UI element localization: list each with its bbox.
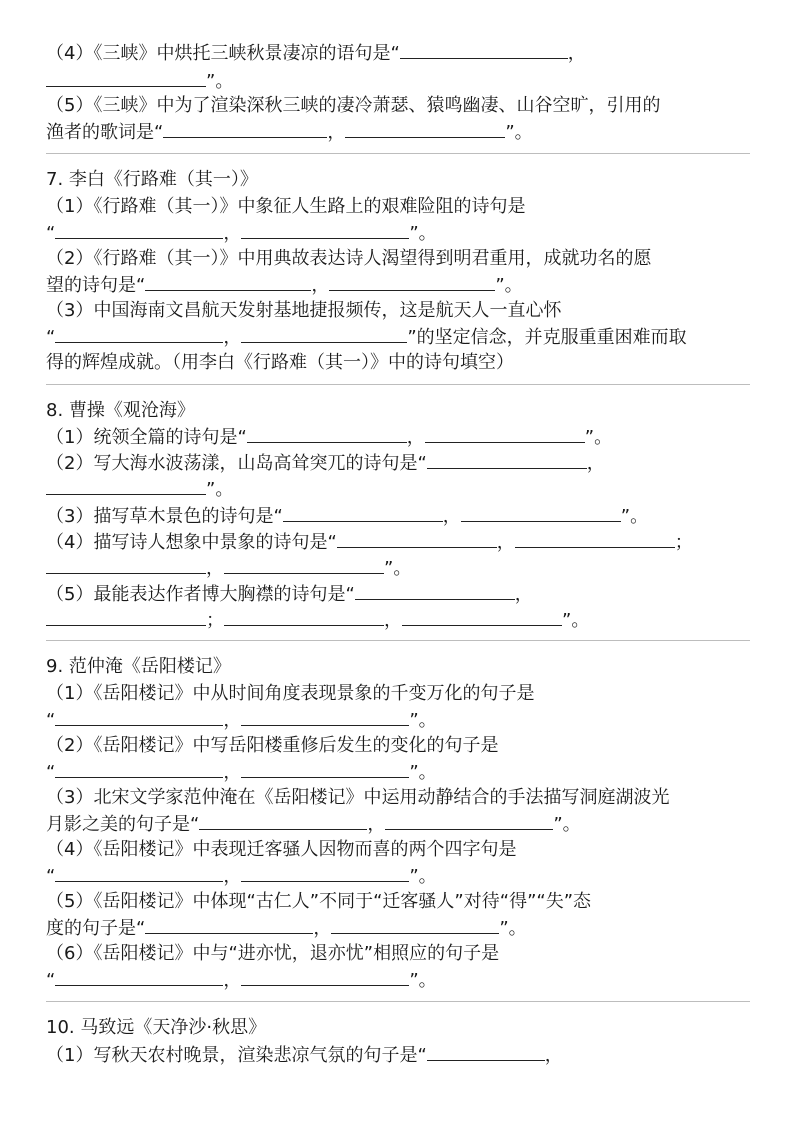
- answer-blank[interactable]: [241, 707, 409, 726]
- s7-q1-line2: “ ， ”。: [46, 220, 437, 247]
- answer-blank[interactable]: [337, 529, 497, 548]
- answer-blank[interactable]: [55, 967, 223, 986]
- s8-q5-line1: （5）最能表达作者博大胸襟的诗句是“ ，: [46, 581, 533, 608]
- answer-blank[interactable]: [329, 272, 495, 291]
- answer-blank[interactable]: [331, 915, 499, 934]
- answer-blank[interactable]: [145, 915, 313, 934]
- s9-q5-line2: 度的句子是“ ， ”。: [46, 915, 527, 942]
- s8-q4-line1: （4）描写诗人想象中景象的诗句是“ ， ；: [46, 529, 693, 556]
- section-divider: [46, 640, 750, 641]
- answer-blank[interactable]: [224, 555, 384, 574]
- section-divider: [46, 1001, 750, 1002]
- section-title-7: 7. 李白《行路难（其一）》: [46, 169, 258, 190]
- s10-q1-line1: （1）写秋天农村晚景，渲染悲凉气氛的句子是“ ，: [46, 1042, 563, 1069]
- section-title-9: 9. 范仲淹《岳阳楼记》: [46, 656, 231, 677]
- s9-q4-line2: “ ， ”。: [46, 863, 437, 890]
- answer-blank[interactable]: [55, 863, 223, 882]
- answer-blank[interactable]: [461, 503, 621, 522]
- answer-blank[interactable]: [46, 476, 206, 495]
- section-divider: [46, 384, 750, 385]
- answer-blank[interactable]: [241, 967, 409, 986]
- section-title-10: 10. 马致远《天净沙·秋思》: [46, 1017, 267, 1038]
- answer-blank[interactable]: [283, 503, 443, 522]
- s8-q3: （3）描写草木景色的诗句是“ ， ”。: [46, 503, 648, 530]
- answer-blank[interactable]: [145, 272, 311, 291]
- s8-q2-line2: ”。: [46, 476, 233, 503]
- s9-q5-line1: （5）《岳阳楼记》中体现“古仁人”不同于“迁客骚人”对待“得”“失”态: [46, 891, 592, 912]
- answer-blank[interactable]: [247, 424, 407, 443]
- s9-q1-line1: （1）《岳阳楼记》中从时间角度表现景象的千变万化的句子是: [46, 683, 535, 704]
- answer-blank[interactable]: [241, 863, 409, 882]
- s7-q3-line3: 得的辉煌成就。（用李白《行路难（其一）》中的诗句填空）: [46, 352, 514, 373]
- answer-blank[interactable]: [515, 529, 675, 548]
- s9-q1-line2: “ ， ”。: [46, 707, 437, 734]
- answer-blank[interactable]: [241, 324, 407, 343]
- answer-blank[interactable]: [427, 1042, 545, 1061]
- s8-q5-line2: ； ， ”。: [46, 607, 589, 634]
- s6-q5-line1: （5）《三峡》中为了渲染深秋三峡的凄冷萧瑟、猿鸣幽凄、山谷空旷，引用的: [46, 95, 661, 116]
- answer-blank[interactable]: [241, 220, 409, 239]
- s9-q2-line1: （2）《岳阳楼记》中写岳阳楼重修后发生的变化的句子是: [46, 735, 499, 756]
- s8-q4-line2: ， ”。: [46, 555, 411, 582]
- answer-blank[interactable]: [199, 811, 367, 830]
- s7-q3-line2: “ ， ”的坚定信念，并克服重重困难而取: [46, 324, 687, 351]
- answer-blank[interactable]: [46, 555, 206, 574]
- s8-q1: （1）统领全篇的诗句是“ ， ”。: [46, 424, 612, 451]
- answer-blank[interactable]: [402, 607, 562, 626]
- s9-q6-line1: （6）《岳阳楼记》中与“进亦忧，退亦忧”相照应的句子是: [46, 943, 500, 964]
- s6-q4-line1: （4）《三峡》中烘托三峡秋景凄凉的语句是“ ，: [46, 40, 586, 67]
- s9-q3-line1: （3）北宋文学家范仲淹在《岳阳楼记》中运用动静结合的手法描写洞庭湖波光: [46, 787, 670, 808]
- s7-q2-line2: 望的诗句是“ ， ”。: [46, 272, 523, 299]
- s9-q2-line2: “ ， ”。: [46, 759, 437, 786]
- answer-blank[interactable]: [46, 68, 206, 87]
- answer-blank[interactable]: [400, 40, 568, 59]
- answer-blank[interactable]: [46, 607, 206, 626]
- section-title-8: 8. 曹操《观沧海》: [46, 400, 195, 421]
- s7-q2-line1: （2）《行路难（其一）》中用典故表达诗人渴望得到明君重用，成就功名的愿: [46, 248, 652, 269]
- answer-blank[interactable]: [55, 707, 223, 726]
- s9-q4-line1: （4）《岳阳楼记》中表现迁客骚人因物而喜的两个四字句是: [46, 839, 517, 860]
- s7-q1-line1: （1）《行路难（其一）》中象征人生路上的艰难险阻的诗句是: [46, 196, 526, 217]
- answer-blank[interactable]: [355, 581, 515, 600]
- answer-blank[interactable]: [224, 607, 384, 626]
- answer-blank[interactable]: [55, 324, 223, 343]
- answer-blank[interactable]: [345, 119, 505, 138]
- s9-q6-line2: “ ， ”。: [46, 967, 437, 994]
- answer-blank[interactable]: [163, 119, 327, 138]
- s6-q4-line2: ”。: [46, 68, 233, 95]
- s7-q3-line1: （3）中国海南文昌航天发射基地捷报频传，这是航天人一直心怀: [46, 300, 562, 321]
- s6-q5-line2: 渔者的歌词是“ ， ”。: [46, 119, 533, 146]
- answer-blank[interactable]: [241, 759, 409, 778]
- section-divider: [46, 153, 750, 154]
- s8-q2-line1: （2）写大海水波荡漾，山岛高耸突兀的诗句是“ ，: [46, 450, 605, 477]
- answer-blank[interactable]: [55, 220, 223, 239]
- answer-blank[interactable]: [55, 759, 223, 778]
- answer-blank[interactable]: [425, 424, 585, 443]
- answer-blank[interactable]: [427, 450, 587, 469]
- answer-blank[interactable]: [385, 811, 553, 830]
- s9-q3-line2: 月影之美的句子是“ ， ”。: [46, 811, 581, 838]
